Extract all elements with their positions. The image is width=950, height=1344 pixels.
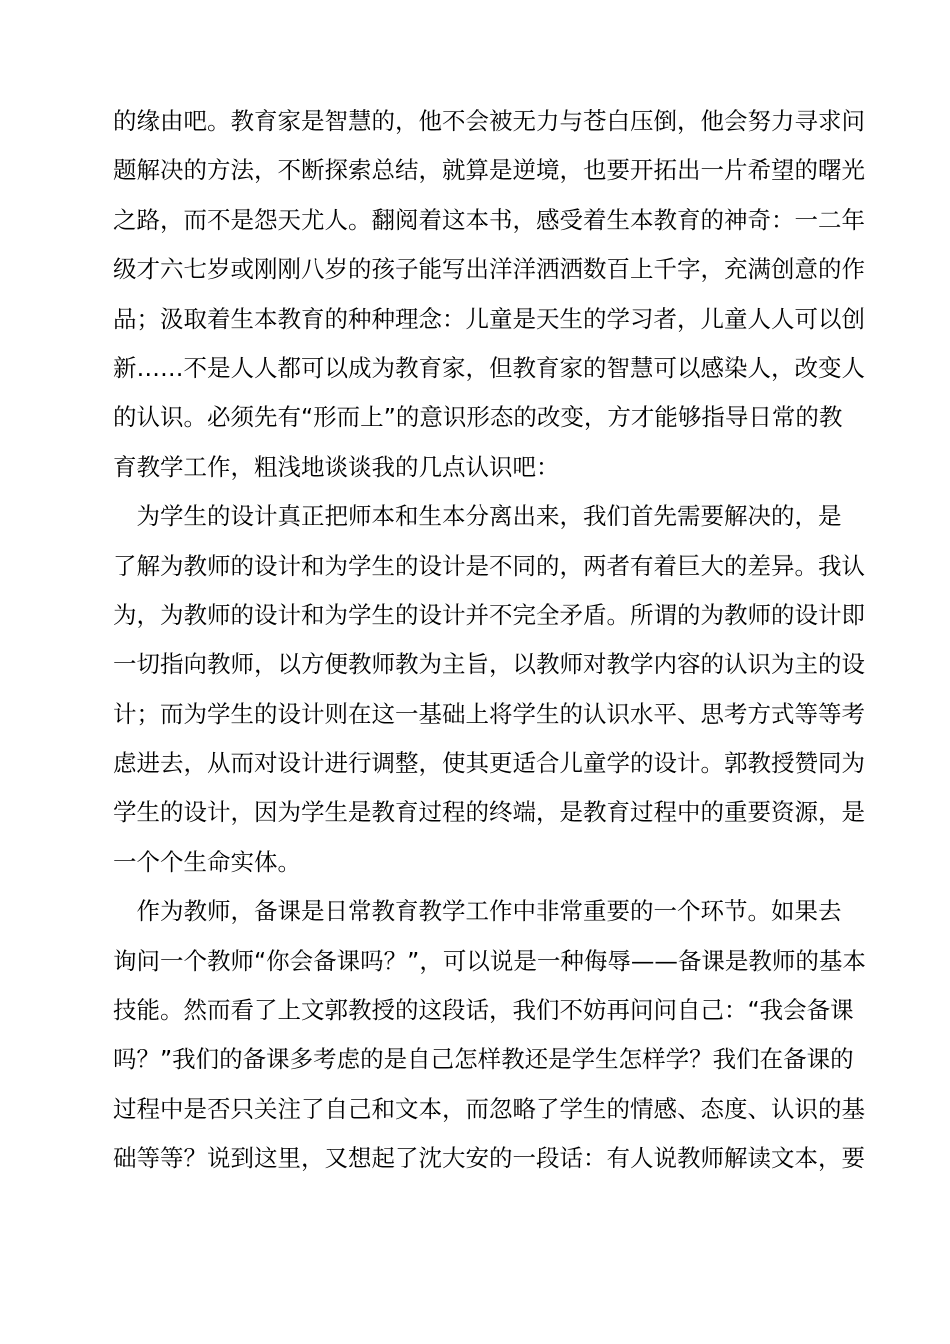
paragraph-3 (113, 887, 866, 1183)
text-line: 育教学工作，粗浅地谈谈我的几点认识吧： (113, 452, 560, 481)
text-line: 学生的设计，因为学生是教育过程的终端，是教育过程中的重要资源，是 (113, 798, 865, 827)
text-line: 计；而为学生的设计则在这一基础上将学生的认识水平、思考方式等等考 (113, 699, 865, 728)
text-line: 的缘由吧。教育家是智慧的，他不会被无力与苍白压倒，他会努力寻求问 (113, 107, 865, 135)
text-line: 为，为教师的设计和为学生的设计并不完全矛盾。所谓的为教师的设计即 (113, 600, 865, 629)
paragraph-1 (113, 97, 865, 492)
text-line: 级才六七岁或刚刚八岁的孩子能写出洋洋洒洒数百上千字，充满创意的作 (113, 255, 865, 284)
text-line: 为学生的设计真正把师本和生本分离出来，我们首先需要解决的，是 (113, 502, 842, 531)
text-line: 吗？”我们的备课多考虑的是自己怎样教还是学生怎样学？我们在备课的 (113, 1045, 854, 1074)
text-line: 品；汲取着生本教育的种种理念：儿童是天生的学习者，儿童人人可以创 (113, 304, 865, 333)
text-line: 作为教师，备课是日常教育教学工作中非常重要的一个环节。如果去 (113, 897, 842, 926)
text-line: 新……不是人人都可以成为教育家，但教育家的智慧可以感染人，改变人 (113, 353, 865, 382)
text-line: 一切指向教师，以方便教师教为主旨，以教师对教学内容的认识为主的设 (113, 650, 865, 679)
text-line: 的认识。必须先有“形而上”的意识形态的改变，方才能够指导日常的教 (113, 403, 843, 432)
text-line: 之路，而不是怨天尤人。翻阅着这本书，感受着生本教育的神奇：一二年 (113, 205, 865, 234)
text-line: 询问一个教师“你会备课吗？”，可以说是一种侮辱——备课是教师的基本 (113, 946, 866, 975)
paragraph-2 (113, 492, 865, 887)
document-body (113, 97, 866, 1184)
text-line: 了解为教师的设计和为学生的设计是不同的，两者有着巨大的差异。我认 (113, 551, 865, 580)
text-line: 虑进去，从而对设计进行调整，使其更适合儿童学的设计。郭教授赞同为 (113, 749, 865, 778)
text-line: 一个个生命实体。 (113, 847, 301, 876)
text-line: 题解决的方法，不断探索总结，就算是逆境，也要开拓出一片希望的曙光 (113, 156, 865, 185)
text-line: 过程中是否只关注了自己和文本，而忽略了学生的情感、态度、认识的基 (113, 1094, 865, 1123)
text-line: 技能。然而看了上文郭教授的这段话，我们不妨再问问自己：“我会备课 (113, 996, 854, 1025)
text-line: 础等等？说到这里，又想起了沈大安的一段话：有人说教师解读文本，要 (113, 1144, 865, 1173)
